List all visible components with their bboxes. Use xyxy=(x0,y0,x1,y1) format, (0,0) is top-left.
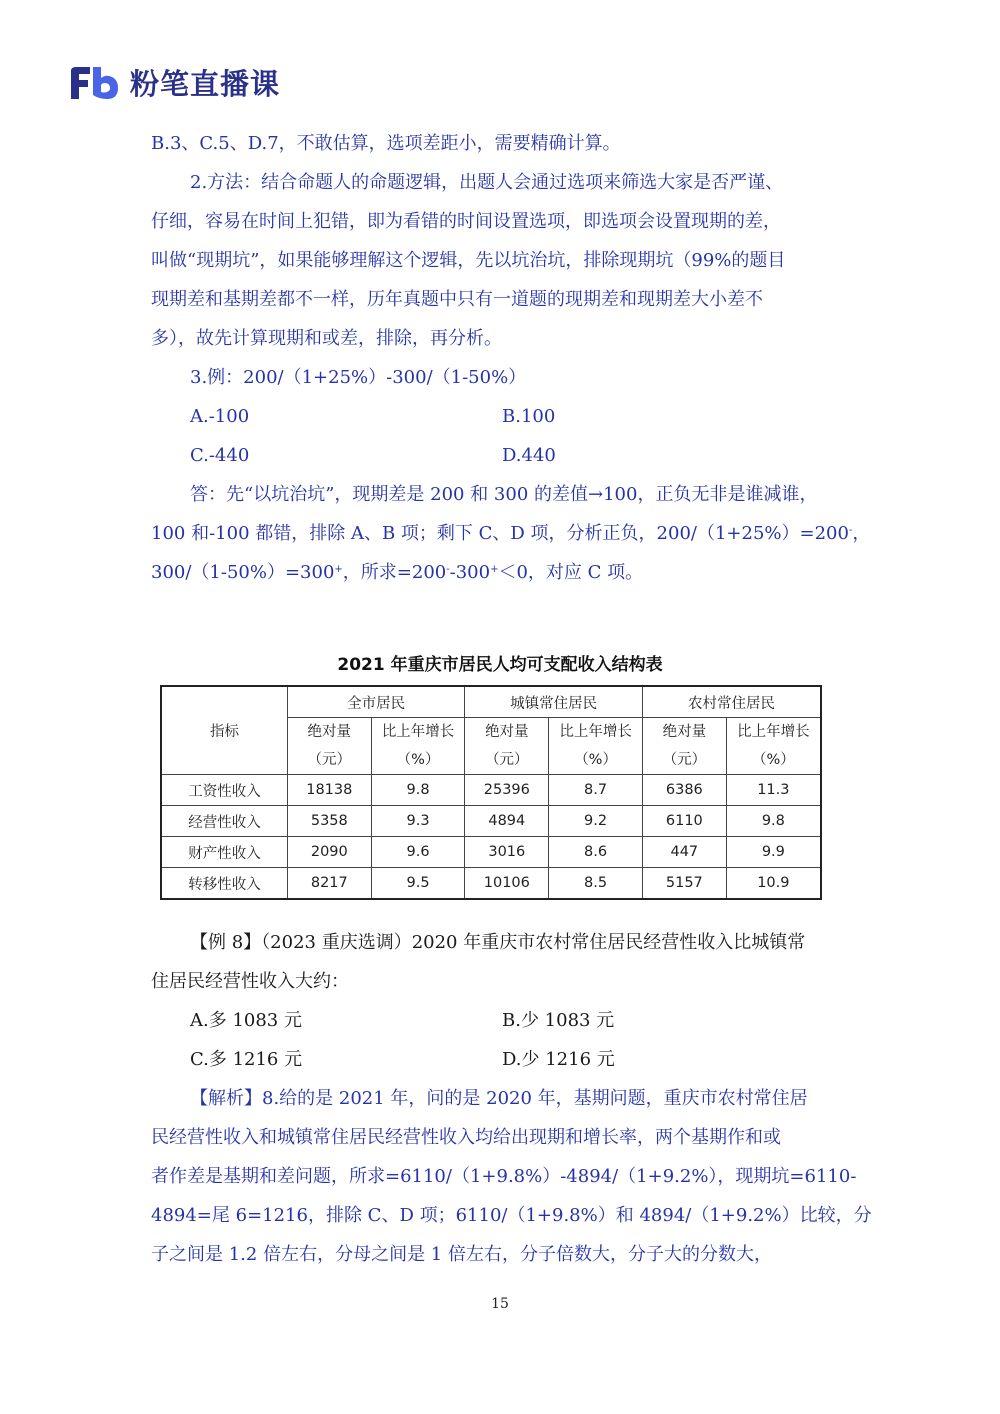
text-line: 叫做“现期坑”，如果能够理解这个逻辑，先以坑治坑，排除现期坑（99%的题目 xyxy=(151,250,786,271)
option-c: C.多 1216 元 xyxy=(190,1049,303,1070)
text-line: 现期差和基期差都不一样，历年真题中只有一道题的现期差和现期差大小差不 xyxy=(151,289,763,310)
superscript: - xyxy=(446,564,450,575)
cell: 10106 xyxy=(465,868,549,900)
row-label: 工资性收入 xyxy=(161,775,287,806)
analysis-line: 民经营性收入和城镇常住居民经营性收入均给出现期和增长率，两个基期作和或 xyxy=(151,1127,781,1148)
cell: 9.2 xyxy=(549,806,643,837)
page-number: 15 xyxy=(491,1296,509,1312)
analysis-line: 者作差是基期和差问题，所求=6110/（1+9.8%）-4894/（1+9.2%），现期坑=6110- xyxy=(151,1166,857,1187)
row-label: 财产性收入 xyxy=(161,837,287,868)
cell: 5358 xyxy=(287,806,371,837)
superscript: + xyxy=(334,564,343,575)
analysis-line xyxy=(190,1079,808,1118)
answer-text: ，所求=200 xyxy=(342,562,447,583)
text-line: 2.方法：结合命题人的命题逻辑，出题人会通过选项来筛选大家是否严谨、 xyxy=(190,172,784,193)
brand-logo xyxy=(68,62,280,103)
answer-text: ， xyxy=(852,523,871,544)
cell: 2090 xyxy=(287,837,371,868)
option-a: A.多 1083 元 xyxy=(190,1010,302,1031)
answer-line: 答：先“以坑治坑”，现期差是 200 和 300 的差值→100，正负无非是谁减谁， xyxy=(190,484,818,505)
analysis-line: 4894=尾 6=1216，排除 C、D 项；6110/（1+9.8%）和 4894/（1+9.2%）比较，分 xyxy=(151,1205,872,1226)
cell: 447 xyxy=(642,837,726,868)
sub-header-growth: 比上年增长 （%） xyxy=(549,718,643,775)
cell: 8217 xyxy=(287,868,371,900)
table-row xyxy=(161,806,821,837)
cell: 6386 xyxy=(642,775,726,806)
cell: 8.7 xyxy=(549,775,643,806)
cell: 9.9 xyxy=(726,837,821,868)
analysis-text: 8.给的是 2021 年，问的是 2020 年，基期问题，重庆市农村常住居 xyxy=(262,1088,808,1109)
answer-text: ＜0，对应 C 项。 xyxy=(498,562,644,583)
text-line: 多），故先计算现期和或差，排除，再分析。 xyxy=(151,328,502,349)
brand-name: 粉笔直播课 xyxy=(130,67,281,101)
option-d: D.440 xyxy=(502,445,556,466)
sub-header-growth: 比上年增长 （%） xyxy=(371,718,465,775)
cell: 25396 xyxy=(465,775,549,806)
cell: 8.5 xyxy=(549,868,643,900)
option-b: B.少 1083 元 xyxy=(502,1010,615,1031)
answer-text: 100 和-100 都错，排除 A、B 项；剩下 C、D 项，分析正负，200/（1+25%）=200 xyxy=(151,523,849,544)
sub-header-abs: 绝对量 （元） xyxy=(465,718,549,775)
table-row xyxy=(161,775,821,806)
answer-line xyxy=(151,553,643,592)
fb-logo-icon xyxy=(68,65,120,101)
cell: 3016 xyxy=(465,837,549,868)
group-header: 全市居民 xyxy=(287,686,465,718)
superscript: - xyxy=(848,525,853,536)
example-expression: 3.例：200/（1+25%）-300/（1-50%） xyxy=(190,367,527,388)
option-b: B.100 xyxy=(502,406,556,427)
option-d: D.少 1216 元 xyxy=(502,1049,615,1070)
table-title: 2021 年重庆市居民人均可支配收入结构表 xyxy=(337,655,663,675)
answer-line xyxy=(151,514,870,553)
group-header: 城镇常住居民 xyxy=(465,686,643,718)
answer-text: -300 xyxy=(449,562,491,583)
answer-text: 300/（1-50%）=300 xyxy=(151,562,335,583)
cell: 9.3 xyxy=(371,806,465,837)
cell: 10.9 xyxy=(726,868,821,900)
sub-header-abs: 绝对量 （元） xyxy=(287,718,371,775)
income-structure-table xyxy=(160,685,822,900)
cell: 9.6 xyxy=(371,837,465,868)
indicator-header: 指标 xyxy=(161,686,287,775)
analysis-tag: 【解析】 xyxy=(190,1088,262,1109)
cell: 9.5 xyxy=(371,868,465,900)
group-header: 农村常住居民 xyxy=(642,686,821,718)
text-line: 仔细，容易在时间上犯错，即为看错的时间设置选项，即选项会设置现期的差， xyxy=(151,211,781,232)
analysis-line: 子之间是 1.2 倍左右，分母之间是 1 倍左右，分子倍数大，分子大的分数大， xyxy=(151,1244,772,1265)
option-a: A.-100 xyxy=(190,406,250,427)
row-label: 经营性收入 xyxy=(161,806,287,837)
question-line: 【例 8】（2023 重庆选调）2020 年重庆市农村常住居民经营性收入比城镇常 xyxy=(190,932,806,953)
text-line: B.3、C.5、D.7，不敢估算，选项差距小，需要精确计算。 xyxy=(151,133,621,154)
cell: 9.8 xyxy=(726,806,821,837)
row-label: 转移性收入 xyxy=(161,868,287,900)
cell: 8.6 xyxy=(549,837,643,868)
option-c: C.-440 xyxy=(190,445,250,466)
cell: 6110 xyxy=(642,806,726,837)
superscript: + xyxy=(490,564,499,575)
cell: 5157 xyxy=(642,868,726,900)
sub-header-abs: 绝对量 （元） xyxy=(642,718,726,775)
cell: 11.3 xyxy=(726,775,821,806)
cell: 18138 xyxy=(287,775,371,806)
table-row xyxy=(161,837,821,868)
question-line: 住居民经营性收入大约： xyxy=(151,971,349,992)
cell: 9.8 xyxy=(371,775,465,806)
cell: 4894 xyxy=(465,806,549,837)
sub-header-growth: 比上年增长 （%） xyxy=(726,718,821,775)
table-row xyxy=(161,868,821,900)
